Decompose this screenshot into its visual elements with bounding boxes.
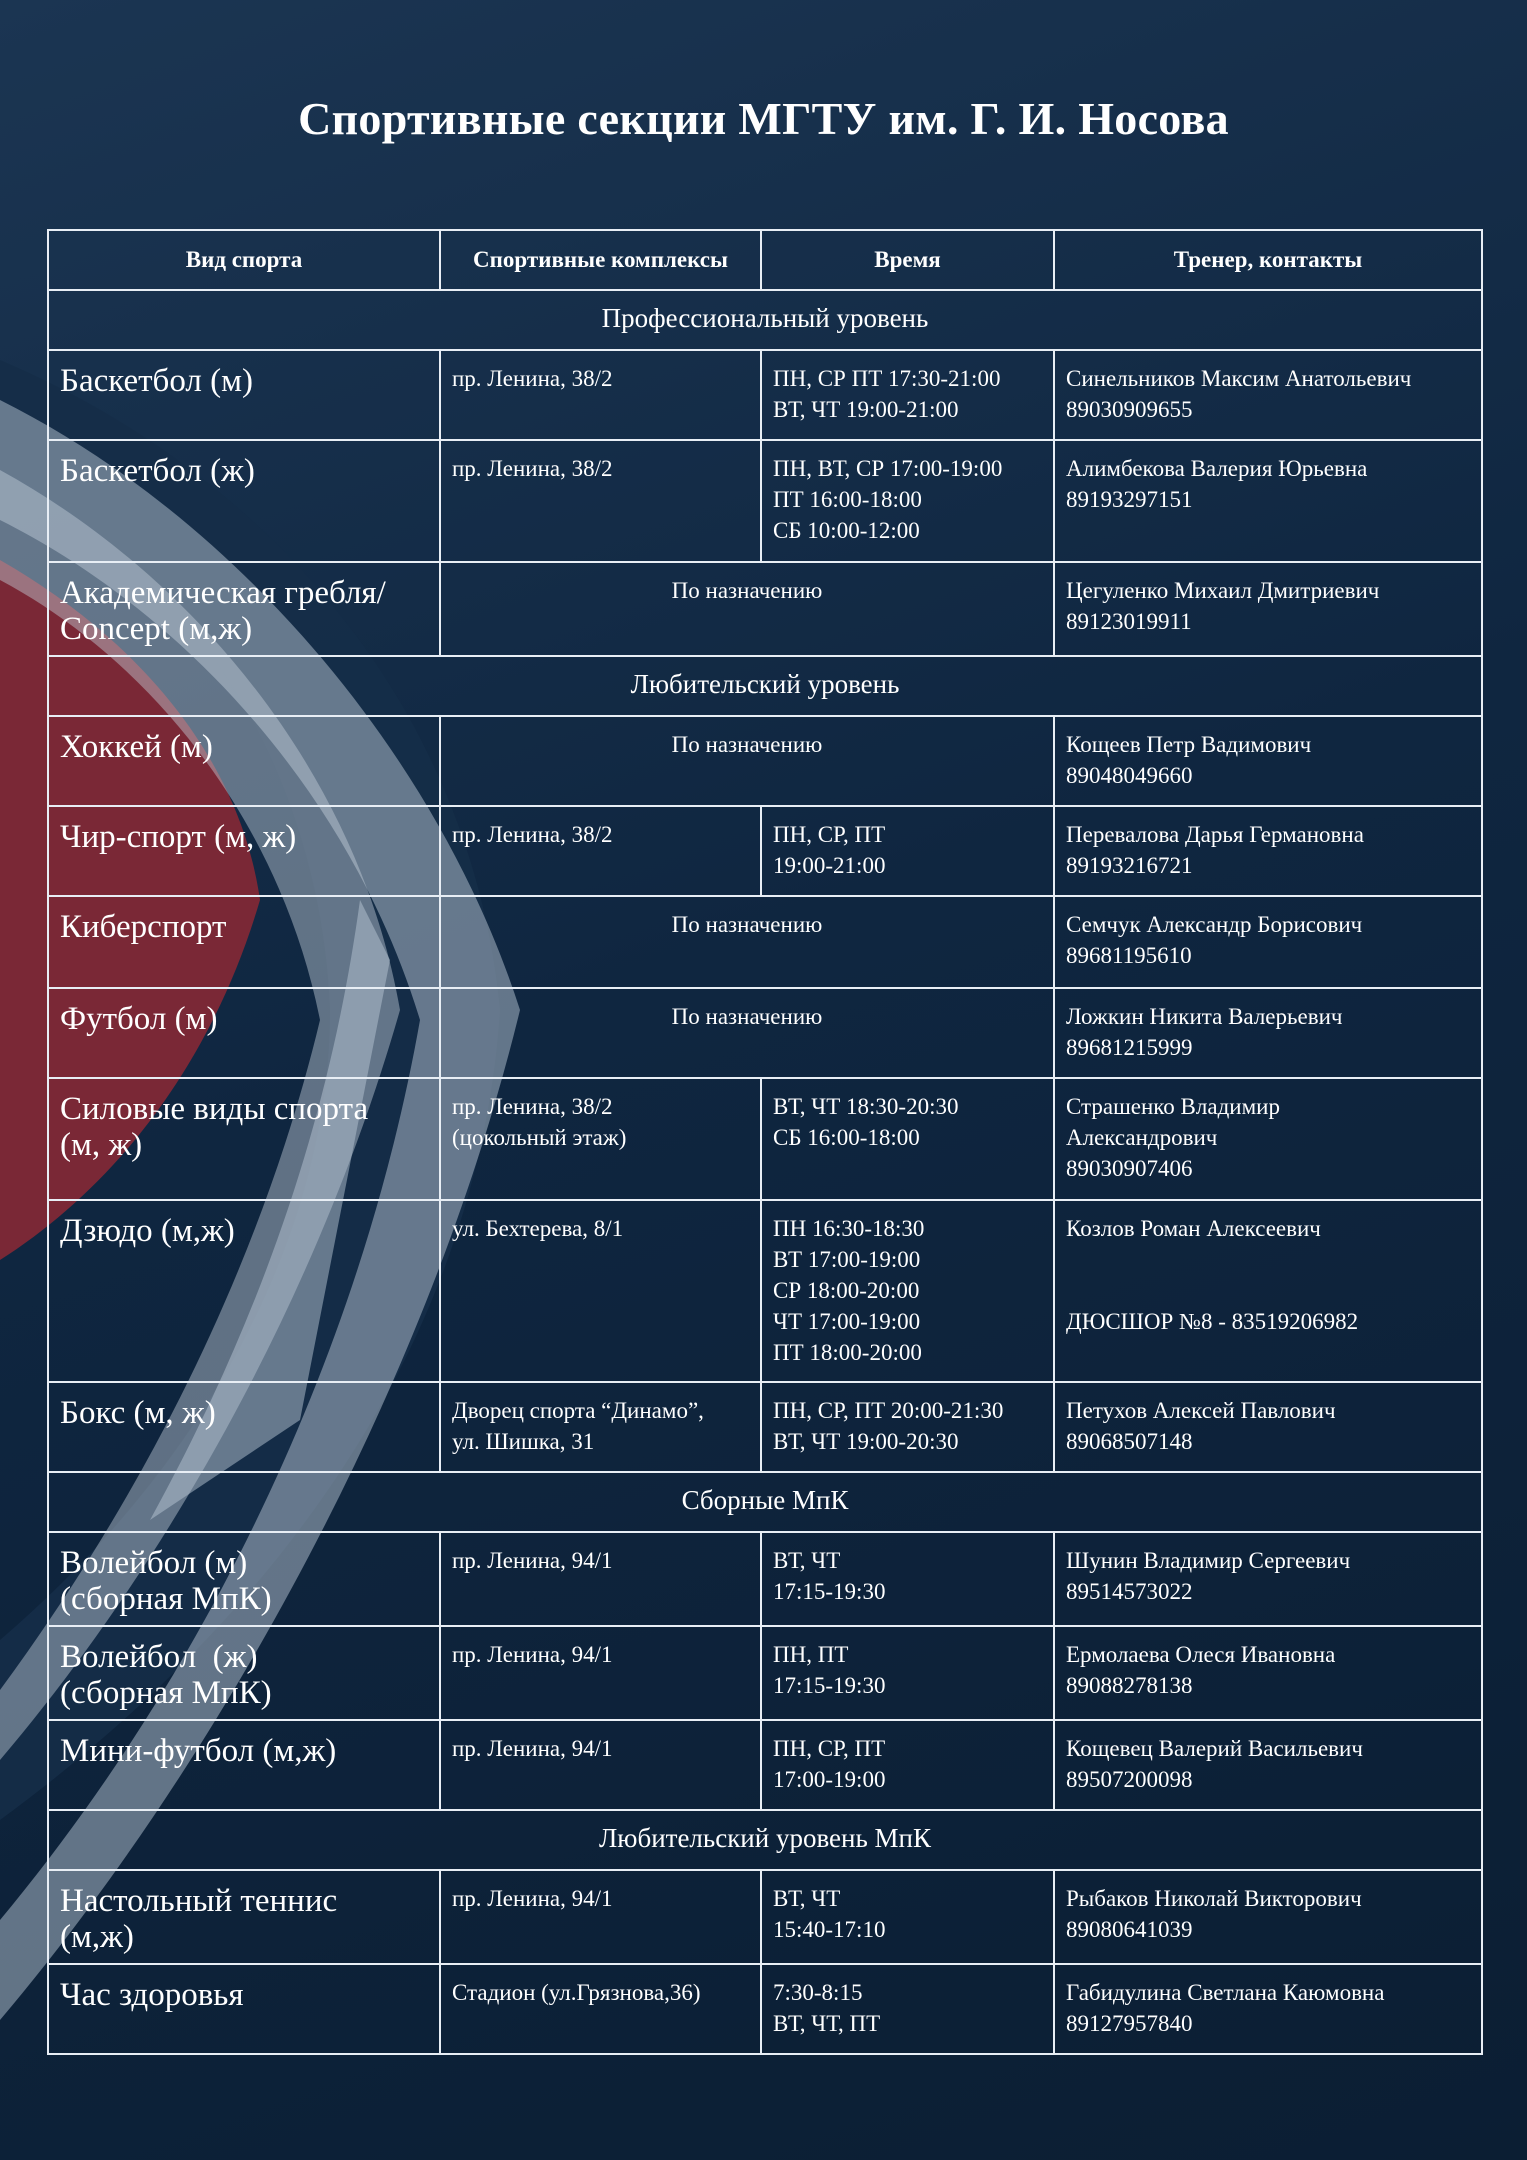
header-complex: Спортивные комплексы [440,230,761,290]
coach-name: Цегуленко Михаил Дмитриевич [1066,578,1380,603]
time-line: ВТ 17:00-19:00 [773,1247,921,1272]
sport-line: Настольный теннис [60,1883,338,1919]
time-line: ПТ 18:00-20:00 [773,1340,922,1365]
time-line: ВТ, ЧТ 19:00-20:30 [773,1429,959,1454]
coach-phone: 89080641039 [1066,1917,1193,1942]
time-cell [761,1382,1054,1472]
section-row [48,656,1482,716]
time-line: 17:15-19:30 [773,1579,886,1604]
coach-cell [1054,440,1482,562]
sport-cell [48,562,440,656]
place-line: (цокольный этаж) [452,1125,627,1150]
place-line: пр. Ленина, 38/2 [452,1094,613,1119]
assign-cell: По назначению [440,896,1054,988]
coach-phone: 89068507148 [1066,1429,1193,1454]
coach-cell [1054,1200,1482,1382]
coach-name: Шунин Владимир Сергеевич [1066,1548,1351,1573]
coach-cell [1054,716,1482,806]
sport-line: Concept (м,ж) [60,611,253,647]
place-cell: пр. Ленина, 94/1 [440,1532,761,1626]
place-cell: Стадион (ул.Грязнова,36) [440,1964,761,2054]
time-line: ПН, СР ПТ 17:30-21:00 [773,366,1001,391]
place-cell: пр. Ленина, 94/1 [440,1720,761,1810]
time-cell [761,1626,1054,1720]
coach-phone: 89088278138 [1066,1673,1193,1698]
sport-cell [48,1078,440,1200]
coach-spacer [1066,1244,1470,1306]
section-teams: Сборные МпК [48,1472,1482,1532]
time-line: ПН, СР, ПТ [773,1736,886,1761]
coach-phone: 89681215999 [1066,1035,1193,1060]
coach-cell [1054,1382,1482,1472]
sport-line: (сборная МпК) [60,1675,272,1711]
section-row [48,290,1482,350]
assign-cell: По назначению [440,988,1054,1078]
sport-cell: Дзюдо (м,ж) [48,1200,440,1382]
time-line: ПТ 16:00-18:00 [773,487,922,512]
coach-cell [1054,988,1482,1078]
place-line: ул. Шишка, 31 [452,1429,595,1454]
coach-phone: 89514573022 [1066,1579,1193,1604]
time-line: 17:00-19:00 [773,1767,886,1792]
coach-phone: 89193297151 [1066,487,1193,512]
section-amateur-mpk: Любительский уровень МпК [48,1810,1482,1870]
time-line: СБ 16:00-18:00 [773,1125,920,1150]
section-row [48,1810,1482,1870]
coach-cell [1054,1626,1482,1720]
table-row [48,350,1482,440]
place-cell: пр. Ленина, 38/2 [440,440,761,562]
sport-line: (сборная МпК) [60,1581,272,1617]
coach-name: Ложкин Никита Валерьевич [1066,1004,1343,1029]
coach-name: Петухов Алексей Павлович [1066,1398,1336,1423]
table-row [48,1964,1482,2054]
coach-name: Перевалова Дарья Германовна [1066,822,1364,847]
time-line: 19:00-21:00 [773,853,886,878]
coach-phone: ДЮСШОР №8 - 83519206982 [1066,1309,1359,1334]
coach-name: Козлов Роман Алексеевич [1066,1216,1321,1241]
time-cell [761,1078,1054,1200]
time-line: ВТ, ЧТ 19:00-21:00 [773,397,959,422]
table-row [48,1626,1482,1720]
time-line: ПН 16:30-18:30 [773,1216,925,1241]
table-row [48,1200,1482,1382]
time-cell [761,1200,1054,1382]
sport-cell: Баскетбол (м) [48,350,440,440]
header-coach: Тренер, контакты [1054,230,1482,290]
coach-cell [1054,1078,1482,1200]
assign-cell: По назначению [440,562,1054,656]
coach-phone: 89030909655 [1066,397,1193,422]
sport-line: Академическая гребля/ [60,575,386,611]
time-line: ПН, ВТ, СР 17:00-19:00 [773,456,1003,481]
table-row [48,562,1482,656]
time-line: СР 18:00-20:00 [773,1278,920,1303]
header-sport: Вид спорта [48,230,440,290]
place-cell: пр. Ленина, 94/1 [440,1870,761,1964]
coach-name: Кощеев Петр Вадимович [1066,732,1312,757]
coach-cell [1054,806,1482,896]
coach-phone: 89030907406 [1066,1156,1193,1181]
sport-cell [48,1626,440,1720]
time-cell [761,1964,1054,2054]
coach-name: Александрович [1066,1125,1218,1150]
assign-cell: По назначению [440,716,1054,806]
section-row [48,1472,1482,1532]
sport-cell: Мини-футбол (м,ж) [48,1720,440,1810]
coach-cell [1054,1720,1482,1810]
sport-line: (м,ж) [60,1919,134,1955]
coach-cell [1054,350,1482,440]
time-line: ВТ, ЧТ [773,1886,841,1911]
place-cell: пр. Ленина, 94/1 [440,1626,761,1720]
coach-phone: 89127957840 [1066,2011,1193,2036]
coach-name: Страшенко Владимир [1066,1094,1280,1119]
time-line: ВТ, ЧТ [773,1548,841,1573]
coach-name: Габидулина Светлана Каюмовна [1066,1980,1385,2005]
place-cell: ул. Бехтерева, 8/1 [440,1200,761,1382]
schedule-table [47,229,1483,2055]
table-row [48,1870,1482,1964]
time-line: ПН, СР, ПТ 20:00-21:30 [773,1398,1004,1423]
time-cell [761,1532,1054,1626]
place-cell: пр. Ленина, 38/2 [440,806,761,896]
time-cell [761,1720,1054,1810]
coach-cell [1054,1532,1482,1626]
time-line: ЧТ 17:00-19:00 [773,1309,921,1334]
time-line: ВТ, ЧТ, ПТ [773,2011,881,2036]
coach-phone: 89048049660 [1066,763,1193,788]
coach-name: Алимбекова Валерия Юрьевна [1066,456,1368,481]
table-row [48,896,1482,988]
coach-phone: 89123019911 [1066,609,1192,634]
sport-cell: Баскетбол (ж) [48,440,440,562]
time-line: ВТ, ЧТ 18:30-20:30 [773,1094,959,1119]
table-header-row [48,230,1482,290]
coach-cell [1054,562,1482,656]
sport-cell [48,1870,440,1964]
coach-phone: 89193216721 [1066,853,1193,878]
coach-cell [1054,1964,1482,2054]
table-row [48,1720,1482,1810]
coach-name: Рыбаков Николай Викторович [1066,1886,1362,1911]
sport-cell: Киберспорт [48,896,440,988]
table-row [48,716,1482,806]
sport-cell: Бокс (м, ж) [48,1382,440,1472]
time-cell [761,806,1054,896]
time-cell [761,440,1054,562]
coach-cell [1054,896,1482,988]
sport-cell: Час здоровья [48,1964,440,2054]
place-cell [440,1078,761,1200]
section-pro: Профессиональный уровень [48,290,1482,350]
time-line: 7:30-8:15 [773,1980,863,2005]
coach-name: Ермолаева Олеся Ивановна [1066,1642,1336,1667]
time-line: 15:40-17:10 [773,1917,886,1942]
sport-cell: Футбол (м) [48,988,440,1078]
time-line: ПН, ПТ [773,1642,849,1667]
sport-cell: Чир-спорт (м, ж) [48,806,440,896]
coach-phone: 89681195610 [1066,943,1192,968]
place-cell [440,1382,761,1472]
table-row [48,440,1482,562]
table-row [48,806,1482,896]
table-row [48,1382,1482,1472]
time-line: СБ 10:00-12:00 [773,518,920,543]
coach-name: Семчук Александр Борисович [1066,912,1363,937]
table-row [48,1532,1482,1626]
sport-line: Силовые виды спорта [60,1091,369,1127]
place-cell: пр. Ленина, 38/2 [440,350,761,440]
time-line: ПН, СР, ПТ [773,822,886,847]
place-line: Дворец спорта “Динамо”, [452,1398,704,1423]
coach-name: Синельников Максим Анатольевич [1066,366,1412,391]
coach-phone: 89507200098 [1066,1767,1193,1792]
table-row [48,1078,1482,1200]
coach-cell [1054,1870,1482,1964]
time-line: 17:15-19:30 [773,1673,886,1698]
page-title: Спортивные секции МГТУ им. Г. И. Носова [298,93,1229,144]
time-cell [761,350,1054,440]
time-cell [761,1870,1054,1964]
sport-line: Волейбол (м) [60,1545,248,1581]
section-amateur: Любительский уровень [48,656,1482,716]
sport-line: (м, ж) [60,1127,143,1163]
header-time: Время [761,230,1054,290]
sport-cell [48,1532,440,1626]
table-row [48,988,1482,1078]
sport-cell: Хоккей (м) [48,716,440,806]
sport-line: Волейбол (ж) [60,1639,258,1675]
coach-name: Кощевец Валерий Васильевич [1066,1736,1363,1761]
